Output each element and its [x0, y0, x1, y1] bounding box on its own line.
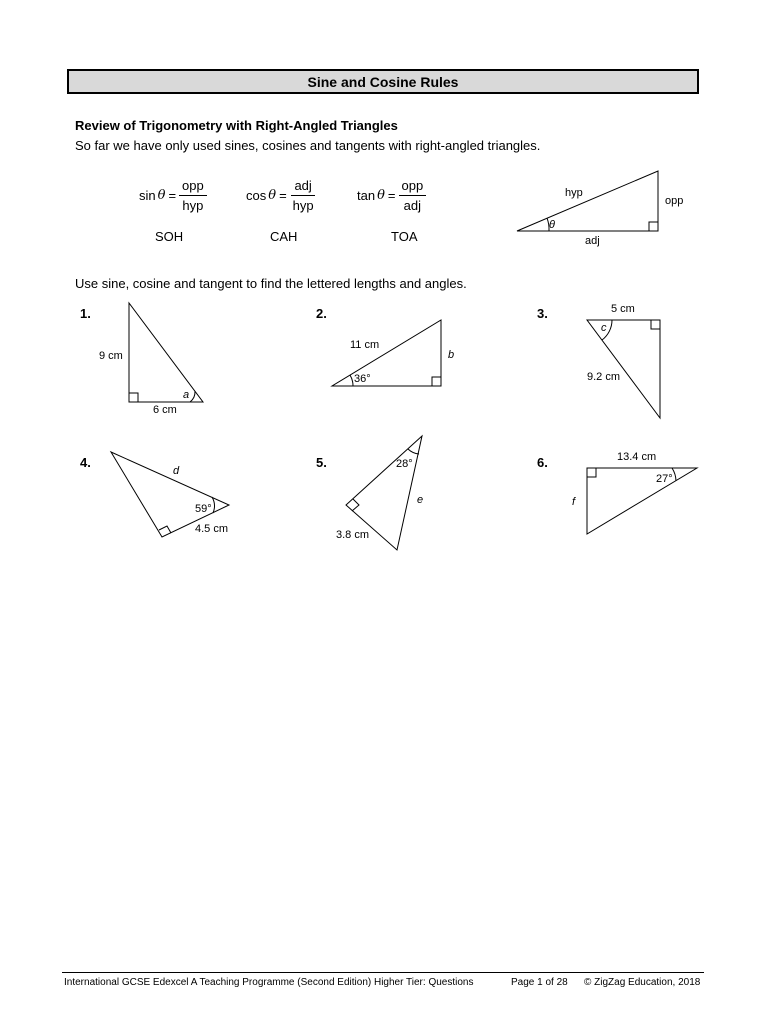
- question-2-hyp-label: 11 cm: [350, 339, 380, 351]
- question-6-shape: [587, 468, 697, 534]
- footer-programme: International GCSE Edexcel A Teaching Programme (Second Edition) Higher Tier: Questions: [64, 977, 474, 988]
- mnemonic-soh: SOH: [155, 229, 184, 244]
- mnemonic-toa: TOA: [391, 229, 418, 244]
- reference-hyp-label: hyp: [565, 187, 583, 199]
- question-1-triangle: [99, 303, 203, 416]
- question-3-number: 3.: [537, 306, 548, 321]
- right-angle-marker: [159, 526, 171, 533]
- formula-tan-fn: tan: [357, 188, 376, 203]
- formula-cos-numerator: adj: [291, 178, 314, 196]
- formula-sin-fn: sin: [139, 188, 156, 203]
- equals-sign: =: [387, 188, 396, 203]
- intro-text: So far we have only used sines, cosines and tangents with right-angled triangles.: [75, 138, 541, 153]
- instruction-text: Use sine, cosine and tangent to find the lettered lengths and angles.: [75, 276, 467, 291]
- reference-triangle-shape: [517, 171, 658, 231]
- question-1-side-b-label: 6 cm: [153, 404, 177, 416]
- footer-copyright: © ZigZag Education, 2018: [584, 977, 701, 988]
- question-5-triangle: [336, 436, 423, 550]
- equals-sign: =: [279, 188, 287, 203]
- theta-symbol: θ: [377, 188, 385, 203]
- question-2-triangle: [332, 320, 454, 386]
- question-3-shape: [587, 320, 660, 418]
- mnemonic-cah: CAH: [270, 229, 298, 244]
- question-1-shape: [129, 303, 203, 402]
- question-6-angle-label: 27°: [656, 473, 673, 485]
- question-1-unknown-label: a: [183, 389, 190, 401]
- question-1-side-a-label: 9 cm: [99, 350, 123, 362]
- question-4-side-label: 4.5 cm: [195, 523, 229, 535]
- question-6-top-label: 13.4 cm: [617, 451, 657, 463]
- section-heading: Review of Trigonometry with Right-Angled Triangles: [75, 118, 398, 133]
- question-5-unknown-label: e: [417, 494, 424, 506]
- formula-cos-fn: cos: [246, 188, 267, 203]
- footer-page-number: Page 1 of 28: [511, 977, 568, 988]
- question-2-angle-label: 36°: [354, 373, 371, 385]
- right-angle-marker: [129, 393, 138, 402]
- angle-arc: [212, 497, 214, 513]
- reference-triangle: [517, 171, 683, 247]
- question-2-shape: [332, 320, 441, 386]
- formula-tan-denominator: adj: [403, 198, 422, 213]
- right-angle-marker: [432, 377, 441, 386]
- formula-cos-denominator: hyp: [292, 198, 314, 213]
- question-4-number: 4.: [80, 455, 91, 470]
- right-angle-marker: [649, 222, 658, 231]
- formula-sin-numerator: opp: [179, 178, 207, 196]
- reference-opp-label: opp: [665, 195, 684, 207]
- question-5-side-label: 3.8 cm: [336, 529, 370, 541]
- theta-symbol: θ: [268, 188, 277, 203]
- equals-sign: =: [168, 188, 177, 203]
- question-4-triangle: [111, 452, 229, 537]
- page-title: Sine and Cosine Rules: [67, 69, 699, 94]
- question-5-number: 5.: [316, 455, 327, 470]
- angle-arc: [190, 391, 195, 402]
- question-3-hyp-label: 9.2 cm: [587, 371, 621, 383]
- footer-divider: [62, 972, 704, 973]
- right-angle-marker: [352, 499, 359, 511]
- question-6-number: 6.: [537, 455, 548, 470]
- question-3-unknown-label: c: [601, 322, 607, 334]
- question-2-number: 2.: [316, 306, 327, 321]
- reference-adj-label: adj: [585, 235, 600, 247]
- angle-arc: [408, 449, 419, 454]
- right-angle-marker: [587, 468, 596, 477]
- question-4-unknown-label: d: [173, 465, 180, 477]
- question-6-triangle: [572, 451, 697, 534]
- right-angle-marker: [651, 320, 660, 329]
- theta-symbol: θ: [157, 188, 166, 203]
- question-1-number: 1.: [80, 306, 91, 321]
- reference-angle-label: θ: [549, 219, 555, 231]
- question-6-unknown-label: f: [572, 496, 576, 508]
- question-2-unknown-label: b: [448, 349, 455, 361]
- formula-tan-numerator: opp: [399, 178, 427, 196]
- question-3-triangle: [587, 303, 660, 418]
- formula-sin-denominator: hyp: [182, 198, 204, 213]
- question-3-top-label: 5 cm: [611, 303, 635, 315]
- question-4-angle-label: 59°: [195, 503, 212, 515]
- question-5-angle-label: 28°: [396, 458, 413, 470]
- angle-arc: [350, 375, 353, 386]
